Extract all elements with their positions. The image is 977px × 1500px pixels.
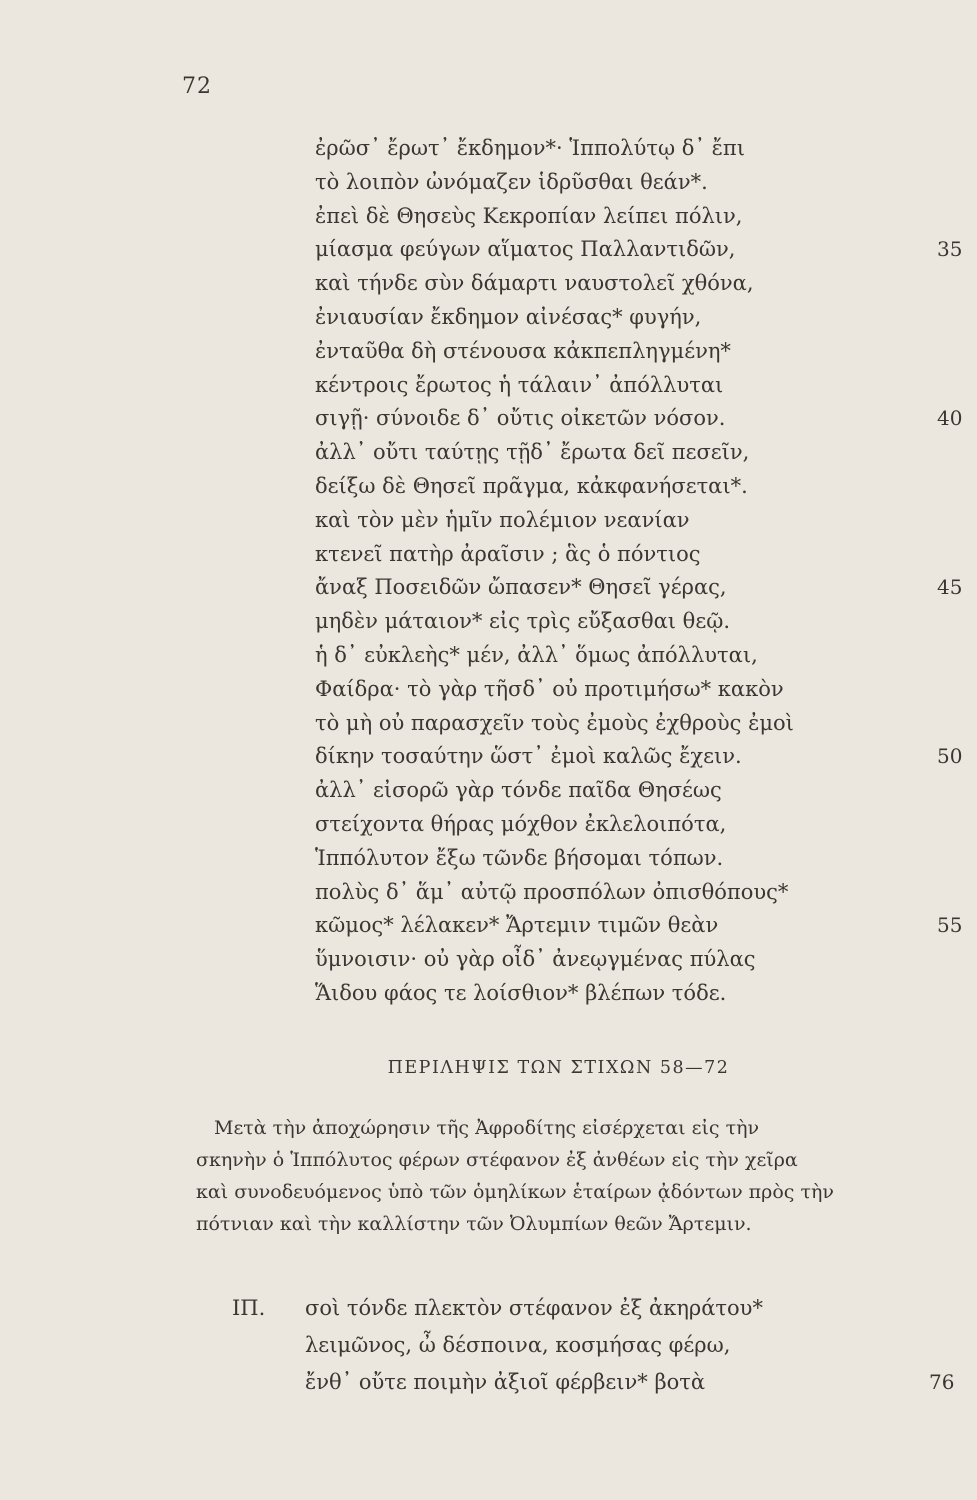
line-number: 45 bbox=[937, 575, 963, 600]
verse-line bbox=[315, 369, 975, 403]
speaker-lines bbox=[305, 1290, 970, 1401]
verse-text: ἄναξ Ποσειδῶν ὤπασεν* Θησεῖ γέρας, bbox=[315, 575, 727, 600]
verse-text: ἐνταῦθα δὴ στένουσα κἀκπεπληγμένη* bbox=[315, 338, 731, 363]
verse-text: Ἱππόλυτον ἔξω τῶνδε βήσομαι τόπων. bbox=[315, 845, 724, 870]
verse-line bbox=[315, 605, 975, 639]
verse-line bbox=[315, 166, 975, 200]
verse-line bbox=[315, 707, 975, 741]
verse-text: ὕμνοισιν· οὐ γὰρ οἶδ᾽ ἀνεῳγμένας πύλας bbox=[315, 947, 756, 972]
verse-line bbox=[315, 977, 975, 1011]
verse-line bbox=[315, 943, 975, 977]
verse-line bbox=[315, 470, 975, 504]
line-number: 35 bbox=[937, 237, 963, 262]
verse-line bbox=[315, 774, 975, 808]
verse-text: κτενεῖ πατὴρ ἀραῖσιν ; ἃς ὁ πόντιος bbox=[315, 541, 701, 566]
verse-line bbox=[315, 132, 975, 166]
verse-text: σοὶ τόνδε πλεκτὸν στέφανον ἐξ ἀκηράτου* bbox=[305, 1296, 763, 1320]
verse-text: καὶ τήνδε σὺν δάμαρτι ναυστολεῖ χθόνα, bbox=[315, 271, 754, 296]
verse-line bbox=[305, 1364, 970, 1401]
verse-text: καὶ τὸν μὲν ἡμῖν πολέμιον νεανίαν bbox=[315, 507, 690, 532]
verse-text: πολὺς δ᾽ ἅμ᾽ αὐτῷ προσπόλων ὀπισθόπους* bbox=[315, 879, 789, 904]
line-number: 55 bbox=[937, 913, 963, 938]
verse-line bbox=[315, 571, 975, 605]
verse-line bbox=[315, 200, 975, 234]
verse-line bbox=[315, 538, 975, 572]
verse-line bbox=[315, 673, 975, 707]
summary-line: καὶ συνοδευόμενος ὑπὸ τῶν ὁμηλίκων ἑταίρων ᾀδόντων πρὸς τὴν bbox=[196, 1181, 834, 1203]
verse-text: ἀλλ᾽ εἰσορῶ γὰρ τόνδε παῖδα Θησέως bbox=[315, 778, 722, 803]
verse-text: ἐπεὶ δὲ Θησεὺς Κεκροπίαν λείπει πόλιν, bbox=[315, 203, 743, 228]
verse-text: Ἅιδου φάος τε λοίσθιον* βλέπων τόδε. bbox=[315, 980, 727, 1005]
verse-line bbox=[315, 842, 975, 876]
verse-line bbox=[315, 402, 975, 436]
verse-text: λειμῶνος, ὦ δέσποινα, κοσμήσας φέρω, bbox=[305, 1333, 731, 1357]
verse-text: τὸ λοιπὸν ὠνόμαζεν ἱδρῦσθαι θεάν*. bbox=[315, 169, 708, 194]
summary-heading bbox=[0, 1058, 977, 1078]
speaker-label: ΙΠ. bbox=[232, 1296, 266, 1320]
summary-paragraph bbox=[196, 1112, 966, 1240]
summary-line: σκηνὴν ὁ Ἱππόλυτος φέρων στέφανον ἐξ ἀνθέων εἰς τὴν χεῖρα bbox=[196, 1149, 798, 1171]
verse-line bbox=[305, 1290, 970, 1327]
verse-text: ἔνθ᾽ οὔτε ποιμὴν ἀξιοῖ φέρβειν* βοτὰ bbox=[305, 1370, 706, 1394]
verse-line bbox=[315, 639, 975, 673]
line-number: 50 bbox=[937, 744, 963, 769]
verse-line bbox=[305, 1327, 970, 1364]
verse-text: Φαίδρα· τὸ γὰρ τῆσδ᾽ οὐ προτιμήσω* κακὸν bbox=[315, 676, 784, 701]
verse-line bbox=[315, 233, 975, 267]
verse-line bbox=[315, 504, 975, 538]
verse-text: κῶμος* λέλακεν* Ἄρτεμιν τιμῶν θεὰν bbox=[315, 913, 719, 938]
verse-text: στείχοντα θήρας μόχθον ἐκλελοιπότα, bbox=[315, 811, 727, 836]
verse-text: κέντροις ἔρωτος ἡ τάλαιν᾽ ἀπόλλυται bbox=[315, 372, 724, 397]
verse-line bbox=[315, 436, 975, 470]
summary-heading-text: ΠΕΡΙΛΗΨΙΣ ΤΩΝ ΣΤΙΧΩΝ 58—72 bbox=[387, 1058, 730, 1078]
verse-text: ἀλλ᾽ οὔτι ταύτῃς τῇδ᾽ ἔρωτα δεῖ πεσεῖν, bbox=[315, 440, 750, 465]
line-number: 76 bbox=[929, 1370, 955, 1394]
verse-text: τὸ μὴ οὐ παρασχεῖν τοὺς ἐμοὺς ἐχθροὺς ἐμοὶ bbox=[315, 710, 794, 735]
verse-text: δίκην τοσαύτην ὥστ᾽ ἐμοὶ καλῶς ἔχειν. bbox=[315, 744, 742, 769]
line-number: 40 bbox=[937, 406, 963, 431]
verse-line bbox=[315, 335, 975, 369]
verse-line bbox=[315, 808, 975, 842]
verse-line bbox=[315, 740, 975, 774]
verse-line bbox=[315, 301, 975, 335]
verse-text: μηδὲν μάταιον* εἰς τρὶς εὔξασθαι θεῷ. bbox=[315, 609, 730, 634]
verse-line bbox=[315, 267, 975, 301]
verse-line bbox=[315, 909, 975, 943]
summary-line: πότνιαν καὶ τὴν καλλίστην τῶν Ὀλυμπίων θεῶν Ἄρτεμιν. bbox=[196, 1213, 752, 1235]
verse-text: ἡ δ᾽ εὐκλεὴς* μέν, ἀλλ᾽ ὅμως ἀπόλλυται, bbox=[315, 642, 758, 667]
verse-text: μίασμα φεύγων αἵματος Παλλαντιδῶν, bbox=[315, 237, 736, 262]
verse-block bbox=[315, 132, 975, 1011]
verse-line bbox=[315, 876, 975, 910]
verse-text: ἐνιαυσίαν ἔκδημον αἰνέσας* φυγήν, bbox=[315, 304, 702, 329]
verse-text: δείξω δὲ Θησεῖ πρᾶγμα, κἀκφανήσεται*. bbox=[315, 473, 748, 498]
page-number: 72 bbox=[182, 74, 212, 99]
verse-text: ἐρῶσ᾽ ἔρωτ᾽ ἔκδημον*· Ἱππολύτῳ δ᾽ ἔπι bbox=[315, 136, 745, 160]
verse-text: σιγῇ· σύνοιδε δ᾽ οὔτις οἰκετῶν νόσον. bbox=[315, 406, 726, 431]
summary-line: Μετὰ τὴν ἀποχώρησιν τῆς Ἀφροδίτης εἰσέρχεται εἰς τὴν bbox=[214, 1117, 760, 1139]
